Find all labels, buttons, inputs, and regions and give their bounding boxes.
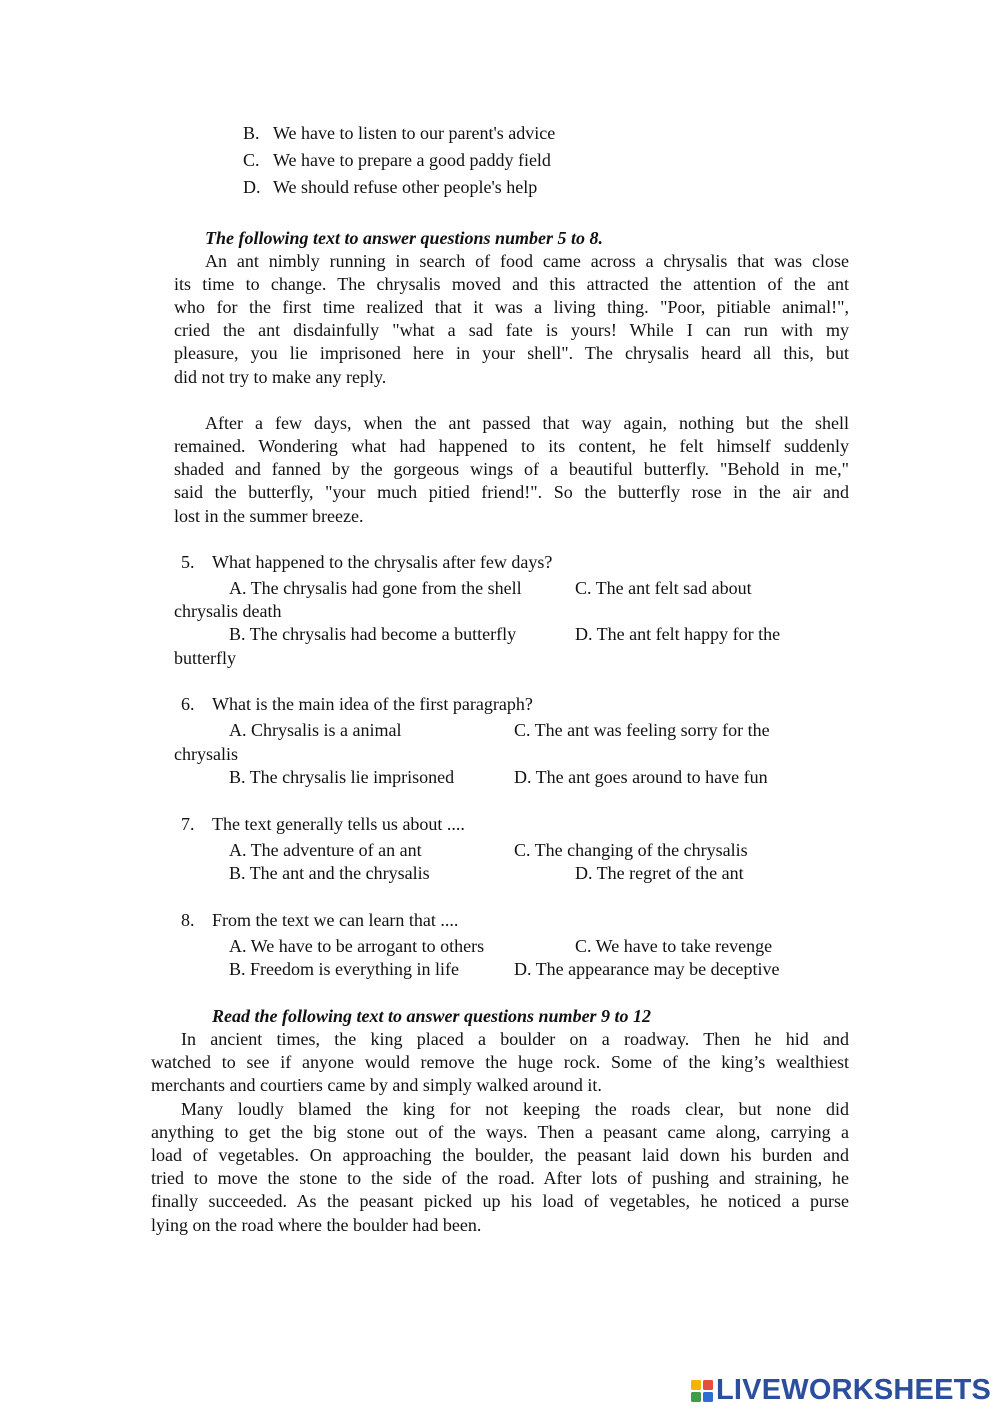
text-line: Many loudly blamed the king for not keeping the roads clear, but none did	[181, 1099, 849, 1119]
text-line: shaded and fanned by the gorgeous wings of a beautiful butterfly. "Behold in me,"	[174, 459, 849, 479]
option-c: C. We have to take revenge	[575, 936, 773, 956]
option-wrap: chrysalis death	[174, 601, 282, 621]
question-number: 5.	[181, 552, 195, 572]
text-line: After a few days, when the ant passed that way again, nothing but the shell	[205, 413, 849, 433]
option-wrap: butterfly	[174, 648, 236, 668]
option-d: D. The ant felt happy for the	[575, 624, 781, 644]
option-d: D. The regret of the ant	[575, 863, 744, 883]
option-a: A. The chrysalis had gone from the shell	[229, 578, 522, 598]
option-wrap: chrysalis	[174, 744, 238, 764]
option-a: A. Chrysalis is a animal	[229, 720, 402, 740]
option-b: B. Freedom is everything in life	[229, 959, 459, 979]
option-c: C. The ant was feeling sorry for the	[514, 720, 770, 740]
question-text: What is the main idea of the first paragraph?	[212, 694, 533, 714]
logo-block	[703, 1392, 713, 1402]
text-line: load of vegetables. On approaching the boulder, the peasant laid down his burden and	[151, 1145, 849, 1165]
option-letter: D.	[243, 177, 261, 197]
text-line: merchants and courtiers came by and simply walked around it.	[151, 1075, 602, 1095]
liveworksheets-logo	[690, 1374, 990, 1406]
text-line: lying on the road where the boulder had been.	[151, 1215, 482, 1235]
option-b: B. The ant and the chrysalis	[229, 863, 430, 883]
logo-block	[691, 1392, 701, 1402]
text-line: said the butterfly, "your much pitied friend!". So the butterfly rose in the air and	[174, 482, 849, 502]
section-heading: Read the following text to answer questions number 9 to 12	[212, 1006, 652, 1026]
text-line: pleasure, you lie imprisoned here in your shell". The chrysalis heard all this, but	[174, 343, 849, 363]
logo-text: LIVEWORKSHEETS	[716, 1374, 992, 1406]
option-text: We have to prepare a good paddy field	[273, 150, 551, 170]
option-letter: C.	[243, 150, 260, 170]
option-b: B. The chrysalis lie imprisoned	[229, 767, 455, 787]
option-letter: B.	[243, 123, 260, 143]
option-a: A. We have to be arrogant to others	[229, 936, 485, 956]
option-d: D. The appearance may be deceptive	[514, 959, 780, 979]
question-text: What happened to the chrysalis after few days?	[212, 552, 553, 572]
question-text: The text generally tells us about ....	[212, 814, 465, 834]
text-line: tried to move the stone to the side of the road. After lots of pushing and straining, he	[151, 1168, 849, 1188]
question-number: 7.	[181, 814, 195, 834]
question-text: From the text we can learn that ....	[212, 910, 459, 930]
text-line: In ancient times, the king placed a boulder on a roadway. Then he hid and	[181, 1029, 849, 1049]
text-line: watched to see if anyone would remove the huge rock. Some of the king’s wealthiest	[151, 1052, 849, 1072]
option-a: A. The adventure of an ant	[229, 840, 422, 860]
question-number: 6.	[181, 694, 195, 714]
option-text: We have to listen to our parent's advice	[273, 123, 556, 143]
text-line: cried the ant disdainfully "what a sad fate is yours! While I can run with my	[174, 320, 849, 340]
text-line: An ant nimbly running in search of food came across a chrysalis that was close	[205, 251, 849, 271]
text-line: who for the first time realized that it was a living thing. "Poor, pitiable animal!",	[174, 297, 849, 317]
logo-block	[703, 1380, 713, 1390]
option-d: D. The ant goes around to have fun	[514, 767, 768, 787]
text-line: its time to change. The chrysalis moved and this attracted the attention of the ant	[174, 274, 849, 294]
option-c: C. The ant felt sad about	[575, 578, 752, 598]
option-c: C. The changing of the chrysalis	[514, 840, 748, 860]
text-line: anything to get the big stone out of the ways. Then a peasant came along, carrying a	[151, 1122, 849, 1142]
option-text: We should refuse other people's help	[273, 177, 538, 197]
option-b: B. The chrysalis had become a butterfly	[229, 624, 517, 644]
liveworksheets-logo-icon	[690, 1378, 716, 1404]
text-line: remained. Wondering what had happened to its content, he felt himself suddenly	[174, 436, 849, 456]
text-line: lost in the summer breeze.	[174, 506, 364, 526]
text-line: finally succeeded. As the peasant picked up his load of vegetables, he noticed a purse	[151, 1191, 849, 1211]
section-heading: The following text to answer questions number 5 to 8.	[205, 228, 604, 248]
question-number: 8.	[181, 910, 195, 930]
text-line: did not try to make any reply.	[174, 367, 387, 387]
logo-block	[691, 1380, 701, 1390]
